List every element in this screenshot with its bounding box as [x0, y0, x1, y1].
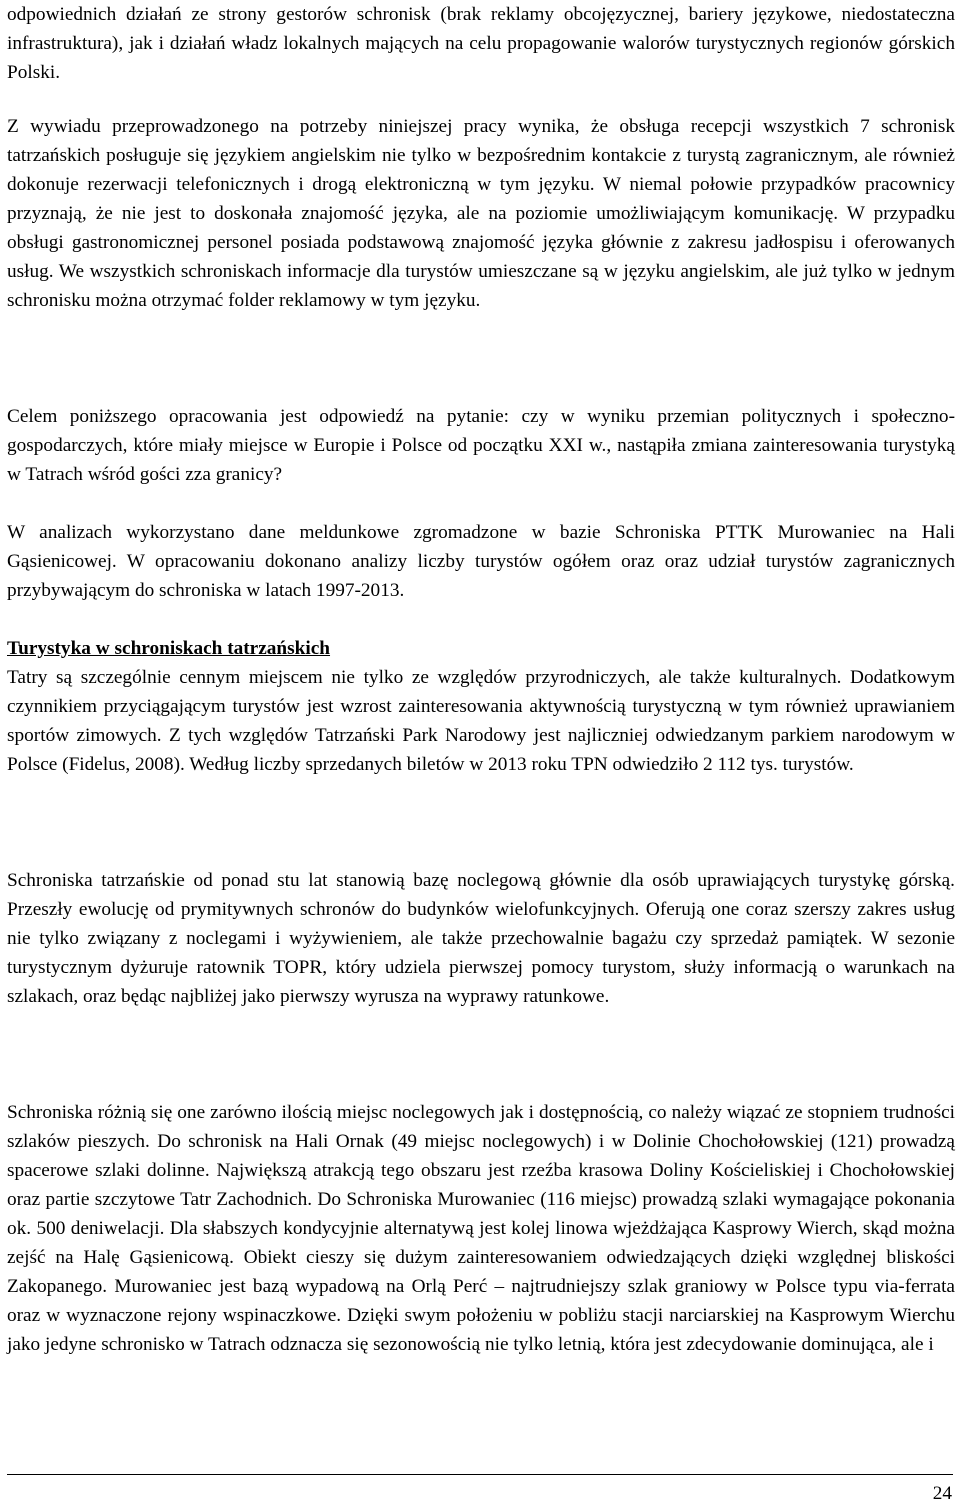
footer-divider — [7, 1474, 953, 1475]
paragraph-differences: Schroniska różnią się one zarówno ilością miejsc noclegowych jak i dostępnością, co należy wiązać ze stopniem trudności szlaków pieszych. Do schronisk na Hali Ornak (49 miejsc noclegowych) i w Dolinie Chochołowskiej (121) prowadzą spacerowe szlaki dolinne. Największą atrakcją tego obszaru jest rzeźba krasowa Doliny Kościeliskiej i Chochołowskiej oraz partie szczytowe Tatr Zachodnich. Do Schroniska Murowaniec (116 miejsc) prowadzą szlaki wymagające pokonania ok. 500 deniwelacji. Dla słabszych kondycyjnie alternatywą jest kolej linowa wjeżdżająca Kasprowy Wierch, skąd można zejść na Halę Gąsienicową. Obiekt cieszy się dużym zainteresowaniem odwiedzających dzięki względnej bliskości Zakopanego. Murowaniec jest bazą wypadową na Orlą Perć – najtrudniejszy szlak graniowy w Polsce typu via-ferrata oraz w wyznaczone rejony wspinaczkowe. Dzięki swym położeniu w pobliżu stacji narciarskiej na Kasprowym Wierchu jako jedyne schronisko w Tatrach odznacza się sezonowością nie tylko letnią, która jest zdecydowanie dominująca, ale i — [7, 1102, 955, 1355]
paragraph-aim: Celem poniższego opracowania jest odpowiedź na pytanie: czy w wyniku przemian politycznych i społeczno-gospodarczych, które miały miejsce w Europie i Polsce od początku XXI w., nastąpiła zmiana zainteresowania turystyką w Tatrach wśród gości zza granicy? — [7, 406, 955, 485]
section-heading: Turystyka w schroniskach tatrzańskich — [7, 638, 331, 659]
paragraph-schroniska: Schroniska tatrzańskie od ponad stu lat stanowią bazę noclegową głównie dla osób uprawiających turystykę górską. Przeszły ewolucję od prymitywnych schronów do budynków wielofunkcyjnych. Oferują one coraz szerszy zakres usług nie tylko związany z noclegami i wyżywieniem, ale także przechowalnie bagażu czy sprzedaż pamiątek. W sezonie turystycznym dyżuruje ratownik TOPR, który udziela pierwszej pomocy turystom, służy informacją o warunkach na szlakach, oraz będąc najbliżej jako pierwszy wyrusza na wyprawy ratunkowe. — [7, 870, 955, 1007]
paragraph-interview: Z wywiadu przeprowadzonego na potrzeby niniejszej pracy wynika, że obsługa recepcji wszystkich 7 schronisk tatrzańskich posługuje się językiem angielskim nie tylko w bezpośrednim kontakcie z turystą zagranicznym, ale również dokonuje rezerwacji telefonicznych i drogą elektroniczną w tym języku. W niemal połowie przypadków pracownicy przyznają, że nie jest to doskonała znajomość języka, ale na poziomie umożliwiającym komunikację. W przypadku obsługi gastronomicznej personel posiada podstawową znajomość języka głównie z zakresu jadłospisu i oferowanych usług. We wszystkich schroniskach informacje dla turystów umieszczane są w języku angielskim, ale już tylko w jednym schronisku można otrzymać folder reklamowy w tym języku. — [7, 116, 955, 311]
paragraph-intro: odpowiednich działań ze strony gestorów schronisk (brak reklamy obcojęzycznej, bariery językowe, niedostateczna infrastruktura), jak i działań władz lokalnych mających na celu propagowanie walorów turystycznych regionów górskich Polski. — [7, 4, 955, 83]
paragraph-tatry: Tatry są szczególnie cennym miejscem nie tylko ze względów przyrodniczych, ale także kulturalnych. Dodatkowym czynnikiem przyciągającym turystów jest wzrost zainteresowania aktywnością turystyczną w tym również uprawianiem sportów zimowych. Z tych względów Tatrzański Park Narodowy jest najliczniej odwiedzanym parkiem narodowym w Polsce (Fidelus, 2008). Według liczby sprzedanych biletów w 2013 roku TPN odwiedziło 2 112 tys. turystów. — [7, 667, 955, 775]
page-number: 24 — [932, 1483, 952, 1504]
paragraph-data-sources: W analizach wykorzystano dane meldunkowe zgromadzone w bazie Schroniska PTTK Murowaniec na Hali Gąsienicowej. W opracowaniu dokonano analizy liczby turystów ogółem oraz oraz udział turystów zagranicznych przybywającym do schroniska w latach 1997-2013. — [7, 522, 955, 601]
